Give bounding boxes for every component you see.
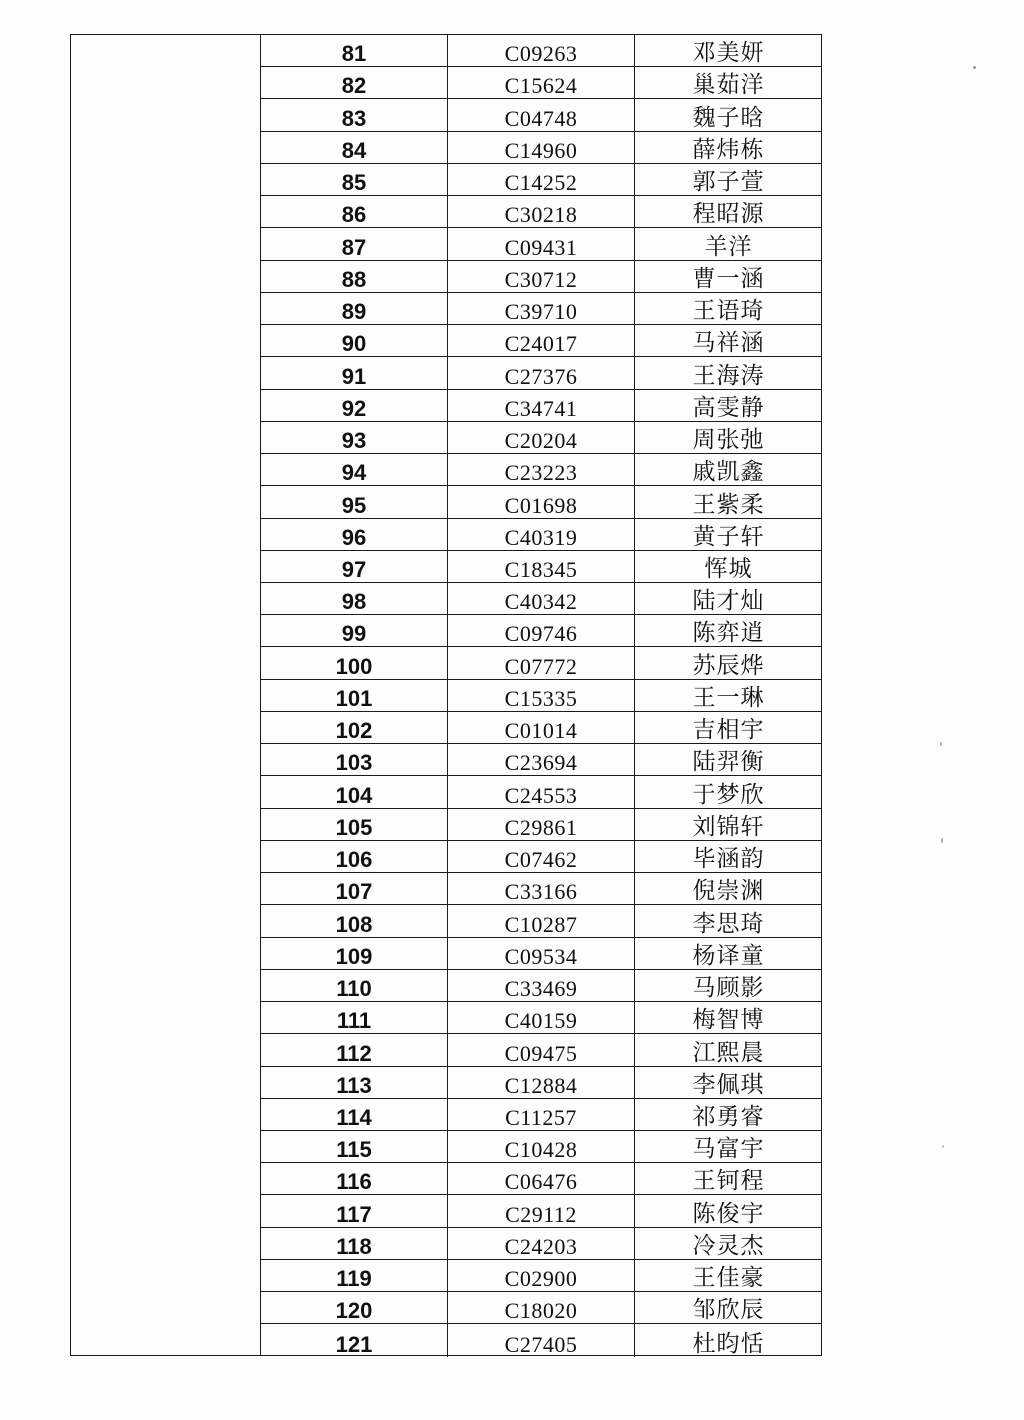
table-row [261,873,822,905]
row-number: 121 [261,1324,448,1356]
student-id: C24203 [448,1228,635,1259]
student-id: C23223 [448,454,635,485]
student-id: C30712 [448,261,635,292]
row-number: 81 [261,35,448,66]
table-row [261,1099,822,1131]
student-name: 恽城 [704,555,753,582]
student-id: C33469 [448,970,635,1001]
row-number: 86 [261,196,448,227]
row-number: 105 [261,809,448,840]
table-row [261,970,822,1002]
student-id: C09263 [448,35,635,66]
student-id: C01014 [448,712,635,743]
student-id: C30218 [448,196,635,227]
student-name: 马祥涵 [692,330,765,357]
student-name: 王钶程 [692,1168,765,1195]
table-row [261,744,822,776]
row-number: 90 [261,325,448,356]
student-id: C02900 [448,1260,635,1291]
student-id: C20204 [448,422,635,453]
student-id: C15335 [448,680,635,711]
student-name: 高雯静 [692,394,765,421]
table-row [261,712,822,744]
row-number: 117 [261,1195,448,1226]
student-id: C09746 [448,615,635,646]
row-number: 85 [261,164,448,195]
student-name: 邹欣辰 [692,1297,765,1324]
row-number: 82 [261,67,448,98]
row-number: 101 [261,680,448,711]
row-number: 95 [261,486,448,517]
row-number: 99 [261,615,448,646]
student-id: C29112 [448,1195,635,1226]
student-id: C29861 [448,809,635,840]
row-number: 88 [261,261,448,292]
table-row [261,583,822,615]
student-name: 曹一涵 [692,265,765,292]
student-id: C33166 [448,873,635,904]
row-number: 107 [261,873,448,904]
student-name: 王海涛 [692,362,765,389]
student-id: C27405 [448,1324,635,1356]
student-name: 苏辰烨 [692,652,765,679]
row-number: 103 [261,744,448,775]
table-row [261,1034,822,1066]
scan-speck [942,1145,944,1148]
row-number: 106 [261,841,448,872]
student-id: C24553 [448,776,635,807]
row-number: 118 [261,1228,448,1259]
row-number: 109 [261,938,448,969]
table-row [261,1067,822,1099]
student-id: C09431 [448,228,635,259]
student-id: C39710 [448,293,635,324]
student-id: C40159 [448,1002,635,1033]
student-id: C10287 [448,905,635,936]
row-number: 116 [261,1163,448,1194]
table-row [261,228,822,260]
table-row [261,615,822,647]
student-name: 羊洋 [704,233,753,260]
table-row [261,132,822,164]
row-number: 96 [261,519,448,550]
student-id: C07772 [448,647,635,678]
student-id: C40319 [448,519,635,550]
table-row [261,261,822,293]
table-row [261,680,822,712]
student-id: C07462 [448,841,635,872]
row-number: 84 [261,132,448,163]
student-id: C27376 [448,357,635,388]
table-row [261,293,822,325]
table-row [261,1292,822,1324]
table-row [261,1195,822,1227]
student-id: C34741 [448,390,635,421]
student-id: C11257 [448,1099,635,1130]
student-name: 于梦欣 [692,781,765,808]
roster-table [70,34,822,1356]
scan-speck [940,742,942,746]
row-number: 98 [261,583,448,614]
student-id: C06476 [448,1163,635,1194]
student-id: C18345 [448,551,635,582]
table-row [261,519,822,551]
table-row [261,1260,822,1292]
table-row [261,1228,822,1260]
student-name: 魏子晗 [692,104,765,131]
row-number: 92 [261,390,448,421]
student-name: 冷灵杰 [692,1232,765,1259]
table-row [261,390,822,422]
row-number: 91 [261,357,448,388]
student-id: C40342 [448,583,635,614]
row-number: 97 [261,551,448,582]
student-id: C23694 [448,744,635,775]
student-id: C18020 [448,1292,635,1323]
table-row [261,35,822,67]
table-row [261,938,822,970]
student-name: 郭子萱 [692,169,765,196]
row-number: 94 [261,454,448,485]
row-number: 115 [261,1131,448,1162]
table-row [261,1324,822,1356]
student-name: 马富宇 [692,1136,765,1163]
student-name: 陈弈逍 [692,620,765,647]
table-row [261,809,822,841]
row-number: 108 [261,905,448,936]
student-name: 陆才灿 [692,588,765,615]
student-id: C10428 [448,1131,635,1162]
student-name: 杜昀恬 [692,1330,765,1357]
row-number: 113 [261,1067,448,1098]
student-name: 祁勇睿 [692,1103,765,1130]
table-row [261,486,822,518]
row-number: 114 [261,1099,448,1130]
table-row [261,1002,822,1034]
student-name: 黄子轩 [692,523,765,550]
scan-speck [941,838,943,843]
table-row [261,551,822,583]
row-number: 89 [261,293,448,324]
student-name: 吉相宇 [692,717,765,744]
student-name: 戚凯鑫 [692,459,765,486]
row-number: 83 [261,99,448,130]
row-number: 93 [261,422,448,453]
student-name: 邓美妍 [692,40,765,67]
student-name: 王佳豪 [692,1265,765,1292]
student-name: 王一琳 [692,684,765,711]
student-name: 王语琦 [692,298,765,325]
student-id: C01698 [448,486,635,517]
table-row [261,454,822,486]
table-row [261,357,822,389]
scan-speck [973,66,976,69]
table-row [261,647,822,679]
student-id: C14252 [448,164,635,195]
row-number: 104 [261,776,448,807]
student-id: C12884 [448,1067,635,1098]
student-name: 杨译童 [692,942,765,969]
student-name: 王紫柔 [692,491,765,518]
student-name: 马顾影 [692,975,765,1002]
student-name: 薛炜栋 [692,136,765,163]
row-number: 102 [261,712,448,743]
row-number: 111 [261,1002,448,1033]
student-id: C09534 [448,938,635,969]
student-id: C04748 [448,99,635,130]
student-name: 毕涵韵 [692,846,765,873]
roster-rows [261,35,822,1355]
table-row [261,1163,822,1195]
table-row [261,422,822,454]
student-id: C24017 [448,325,635,356]
row-number: 112 [261,1034,448,1065]
table-row [261,164,822,196]
row-number: 100 [261,647,448,678]
row-number: 87 [261,228,448,259]
table-row [261,196,822,228]
student-name: 陆羿衡 [692,749,765,776]
row-number: 120 [261,1292,448,1323]
table-row [261,841,822,873]
student-name: 程昭源 [692,201,765,228]
table-row [261,1131,822,1163]
student-name: 倪崇渊 [692,878,765,905]
table-row [261,99,822,131]
table-row [261,67,822,99]
student-name: 李思琦 [692,910,765,937]
student-id: C15624 [448,67,635,98]
student-name: 江熙晨 [692,1039,765,1066]
student-name: 周张弛 [692,427,765,454]
table-row [261,325,822,357]
student-name: 李佩琪 [692,1071,765,1098]
merged-left-column [71,35,261,1355]
student-name: 刘锦轩 [692,813,765,840]
table-row [261,776,822,808]
student-name: 梅智博 [692,1007,765,1034]
student-name: 巢茹洋 [692,72,765,99]
student-id: C14960 [448,132,635,163]
student-name: 陈俊宇 [692,1200,765,1227]
student-id: C09475 [448,1034,635,1065]
table-row [261,905,822,937]
row-number: 119 [261,1260,448,1291]
row-number: 110 [261,970,448,1001]
